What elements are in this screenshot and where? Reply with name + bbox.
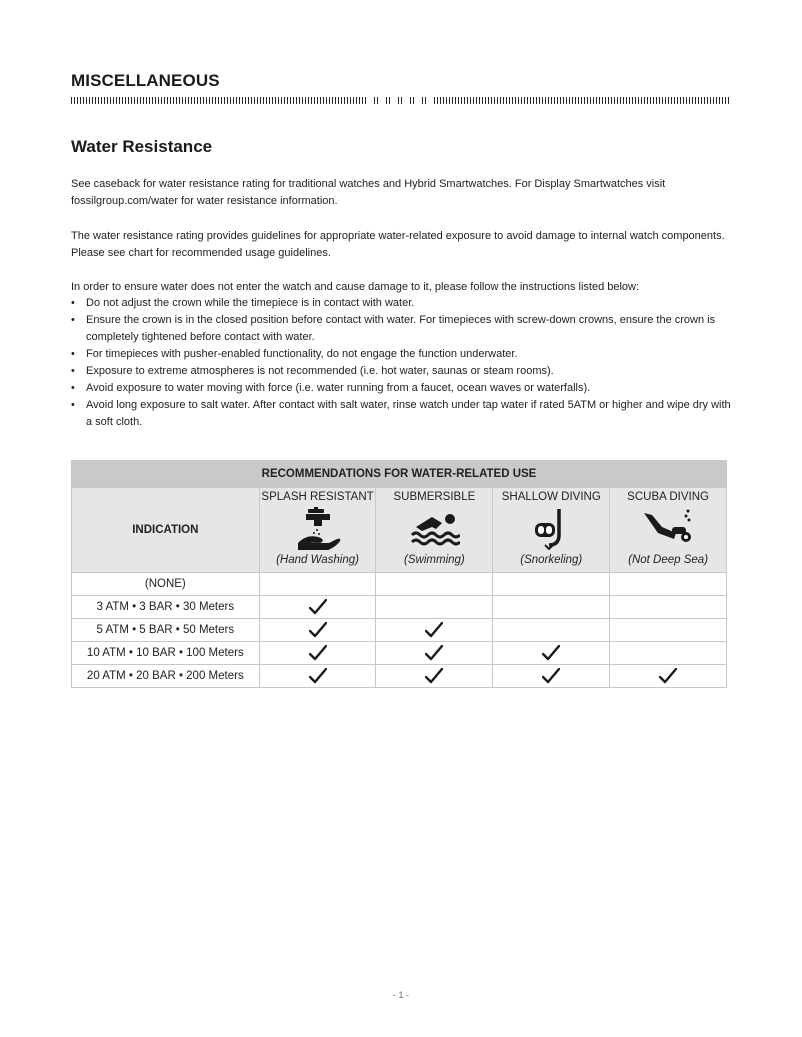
swimming-icon [408, 507, 460, 551]
category-note: (Hand Washing) [276, 554, 359, 566]
checkmark-icon [425, 645, 443, 661]
checkmark-icon [425, 622, 443, 638]
rating-label: 20 ATM • 20 BAR • 200 Meters [72, 665, 260, 688]
check-cell [259, 665, 376, 688]
table-row [72, 596, 727, 619]
title-divider [71, 97, 731, 104]
snorkel-icon [525, 507, 577, 551]
check-cell [493, 573, 610, 596]
list-item: • Avoid long exposure to salt water. After contact with salt water, rinse watch under tap water if rated 5ATM or higher and wipe dry with a soft cloth. [71, 397, 731, 431]
table-row [72, 573, 727, 596]
check-cell [376, 619, 493, 642]
check-cell [610, 642, 727, 665]
category-name: SCUBA DIVING [627, 491, 709, 503]
table-row [72, 619, 727, 642]
water-resistance-table [71, 460, 727, 688]
checkmark-icon [309, 599, 327, 615]
check-cell [610, 665, 727, 688]
check-cell [493, 642, 610, 665]
checkmark-icon [309, 645, 327, 661]
rating-label: (NONE) [72, 573, 260, 596]
page-title: MISCELLANEOUS [71, 71, 220, 90]
check-cell [259, 573, 376, 596]
check-cell [493, 596, 610, 619]
category-name: SHALLOW DIVING [501, 491, 601, 503]
rating-paragraph: The water resistance rating provides guidelines for appropriate water-related exposure to avoid damage to internal watch components. Please see chart for recommended usage guidelines. [71, 230, 725, 259]
checkmark-icon [659, 668, 677, 684]
checkmark-icon [309, 668, 327, 684]
check-cell [610, 573, 727, 596]
hand-washing-icon [292, 507, 344, 551]
instructions-paragraph: In order to ensure water does not enter the watch and cause damage to it, please follow the instructions listed below: [71, 281, 640, 293]
indication-header: INDICATION [72, 488, 260, 573]
list-item: • For timepieces with pusher-enabled functionality, do not engage the function underwater. [71, 346, 731, 363]
page-number: - 1 - [392, 990, 409, 1000]
scuba-diver-icon [642, 507, 694, 551]
category-name: SUBMERSIBLE [393, 491, 476, 503]
category-shallow-diving [493, 488, 610, 573]
category-note: (Not Deep Sea) [628, 554, 709, 566]
category-splash-resistant [259, 488, 376, 573]
check-cell [610, 596, 727, 619]
rating-label: 3 ATM • 3 BAR • 30 Meters [72, 596, 260, 619]
instruction-list [71, 295, 731, 431]
check-cell [376, 573, 493, 596]
check-cell [376, 642, 493, 665]
check-cell [259, 642, 376, 665]
check-cell [259, 619, 376, 642]
checkmark-icon [309, 622, 327, 638]
table-row [72, 642, 727, 665]
list-item: • Do not adjust the crown while the timepiece is in contact with water. [71, 295, 731, 312]
table-title: RECOMMENDATIONS FOR WATER-RELATED USE [72, 461, 727, 488]
list-item: • Ensure the crown is in the closed position before contact with water. For timepieces with screw-down crowns, ensure the crown is completely tightened before contact with water. [71, 312, 731, 346]
check-cell [376, 665, 493, 688]
category-name: SPLASH RESISTANT [261, 491, 374, 503]
list-item: • Avoid exposure to water moving with force (i.e. water running from a faucet, ocean waves or waterfalls). [71, 380, 731, 397]
rating-label: 5 ATM • 5 BAR • 50 Meters [72, 619, 260, 642]
section-title: Water Resistance [71, 137, 213, 156]
checkmark-icon [425, 668, 443, 684]
rating-label: 10 ATM • 10 BAR • 100 Meters [72, 642, 260, 665]
list-item: • Exposure to extreme atmospheres is not recommended (i.e. hot water, saunas or steam rooms). [71, 363, 731, 380]
check-cell [493, 619, 610, 642]
checkmark-icon [542, 645, 560, 661]
check-cell [610, 619, 727, 642]
table-row [72, 665, 727, 688]
check-cell [259, 596, 376, 619]
category-note: (Snorkeling) [520, 554, 583, 566]
check-cell [376, 596, 493, 619]
category-submersible [376, 488, 493, 573]
category-scuba-diving [610, 488, 727, 573]
check-cell [493, 665, 610, 688]
category-note: (Swimming) [404, 554, 465, 566]
intro-paragraph: See caseback for water resistance rating for traditional watches and Hybrid Smartwatches. For Display Smartwatches visit fossilgroup.com/water for water resistance information. [71, 178, 666, 207]
checkmark-icon [542, 668, 560, 684]
